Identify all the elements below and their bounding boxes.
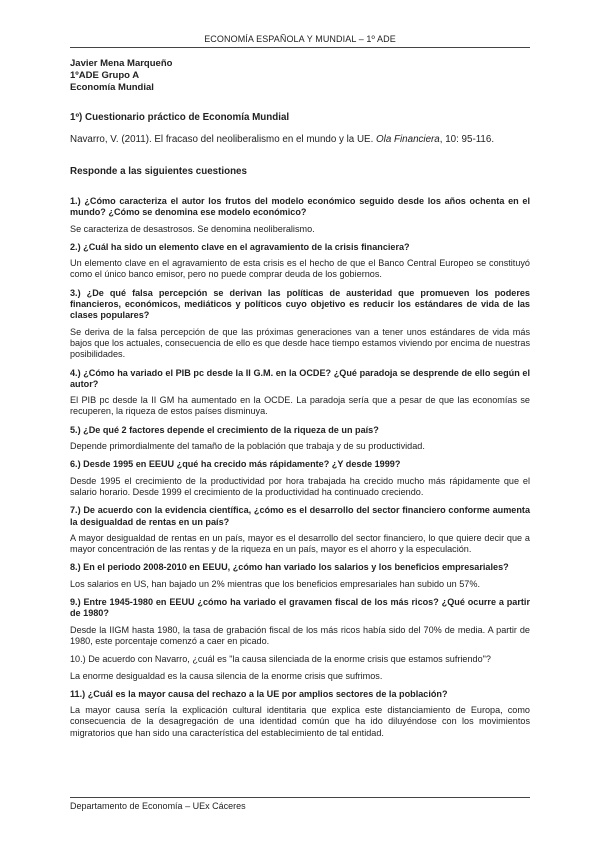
page-footer: Departamento de Economía – UEx Cáceres [70,801,246,811]
answer-text: Se caracteriza de desastrosos. Se denomina neoliberalismo. [70,223,315,234]
reference-pages: , 10: 95-116. [439,134,495,145]
question-item [70,654,530,682]
answer-text: A mayor desigualdad de rentas en un país, mayor es el desarrollo del sector financiero, lo que quiere decir que a mayor concentración de las rentas y de la riqueza en un país, mayor es el ahorro y la especulación. [70,532,530,555]
question-item [70,242,530,281]
answer-text: El PIB pc desde la II GM ha aumentado en la OCDE. La paradoja sería que a pesar de que las economías se recuperen, la riqueza de estos países disminuya. [70,395,530,417]
bibliographic-reference [70,134,494,145]
question-item [70,597,530,647]
answer-text: Un elemento clave en el agravamiento de esta crisis es el hecho de que el Banco Central Europeo se constituyó como el único banco emisor, pero no puede comprar deuda de los gobiernos. [70,258,530,280]
reference-text: Navarro, V. (2011). El fracaso del neoliberalismo en el mundo y la UE. [70,134,377,145]
author-subject: Economía Mundial [70,81,154,93]
reference-journal: Ola Financiera [376,134,440,145]
question-item [70,196,530,235]
question-item [70,288,530,361]
question-text: 5.) ¿De qué 2 factores depende el crecimiento de la riqueza de un país? [70,424,379,435]
document-title: 1º) Cuestionario práctico de Economía Mundial [70,112,290,123]
page-header: ECONOMÍA ESPAÑOLA Y MUNDIAL – 1º ADE [204,34,396,44]
question-text: 11.) ¿Cuál es la mayor causa del rechazo a la UE por amplios sectores de la población? [70,688,448,699]
question-text: 6.) Desde 1995 en EEUU ¿qué ha crecido más rápidamente? ¿Y desde 1999? [70,459,401,470]
answer-text: Depende primordialmente del tamaño de la población que trabaja y de su productividad. [70,441,425,452]
question-text: 8.) En el periodo 2008-2010 en EEUU, ¿cómo han variado los salarios y los beneficios empresariales? [70,562,509,573]
answer-text: Los salarios en US, han bajado un 2% mientras que los beneficios empresariales han subido un 57%. [70,578,480,589]
question-text: 3.) ¿De qué falsa percepción se derivan las políticas de austeridad que promueven los poderes financieros, económicos, mediáticos y políticos cuyo objetivo es reducir los estándares de vida de las clases populares? [70,287,530,321]
question-text: 4.) ¿Cómo ha variado el PIB pc desde la II G.M. en la OCDE? ¿Qué paradoja se desprende de ello según el autor? [70,367,530,389]
question-item [70,562,530,590]
question-item [70,505,530,555]
question-text: 1.) ¿Cómo caracteriza el autor los frutos del modelo económico seguido desde los años ochenta en el mundo? ¿Cómo se denomina ese modelo económico? [70,196,530,218]
question-text: 7.) De acuerdo con la evidencia científica, ¿cómo es el desarrollo del sector financiero conforme aumenta la desigualdad de rentas en un país? [70,505,530,527]
header-divider [70,47,530,48]
question-item [70,425,530,453]
footer-divider [70,797,530,798]
author-name: Javier Mena Marqueño [70,58,173,69]
questions-list [70,196,530,746]
answer-text: Desde la IIGM hasta 1980, la tasa de grabación fiscal de los más ricos había sido del 70% de media. A partir de 1980, este porcentaje comenzó a caer en picado. [70,624,530,646]
instructions: Responde a las siguientes cuestiones [70,166,247,177]
answer-text: Desde 1995 el crecimiento de la productividad por hora trabajada ha crecido mucho más rápidamente que el salario horario. Desde 1999 el crecimiento de la productividad ha continuado creciendo. [70,475,530,497]
question-text: 9.) Entre 1945-1980 en EEUU ¿cómo ha variado el gravamen fiscal de los más ricos? ¿Qué ocurre a partir de 1980? [70,597,530,619]
answer-text: La mayor causa sería la explicación cultural identitaria que explica este distanciamiento de Europa, como consecuencia de la desagregación de una identidad común que ha ido diluyéndose con los movimientos migratorios que han sido una característica del establecimiento de tal entidad. [70,705,530,738]
author-group: 1ºADE Grupo A [70,69,140,81]
question-item [70,459,530,498]
answer-text: La enorme desigualdad es la causa silencia de la enorme crisis que sufrimos. [70,670,383,681]
author-block [70,58,172,93]
question-text: 2.) ¿Cuál ha sido un elemento clave en el agravamiento de la crisis financiera? [70,241,410,252]
question-text: 10.) De acuerdo con Navarro, ¿cuál es "la causa silenciada de la enorme crisis que estamos sufriendo"? [70,654,491,665]
answer-text: Se deriva de la falsa percepción de que las próximas generaciones van a tener unos estándares de vida más bajos que los actuales, consecuencia de ello es que desde hace tiempo estamos viviendo por encima de nuestras posibilidades. [70,326,530,360]
question-item [70,368,530,418]
question-item [70,689,530,739]
